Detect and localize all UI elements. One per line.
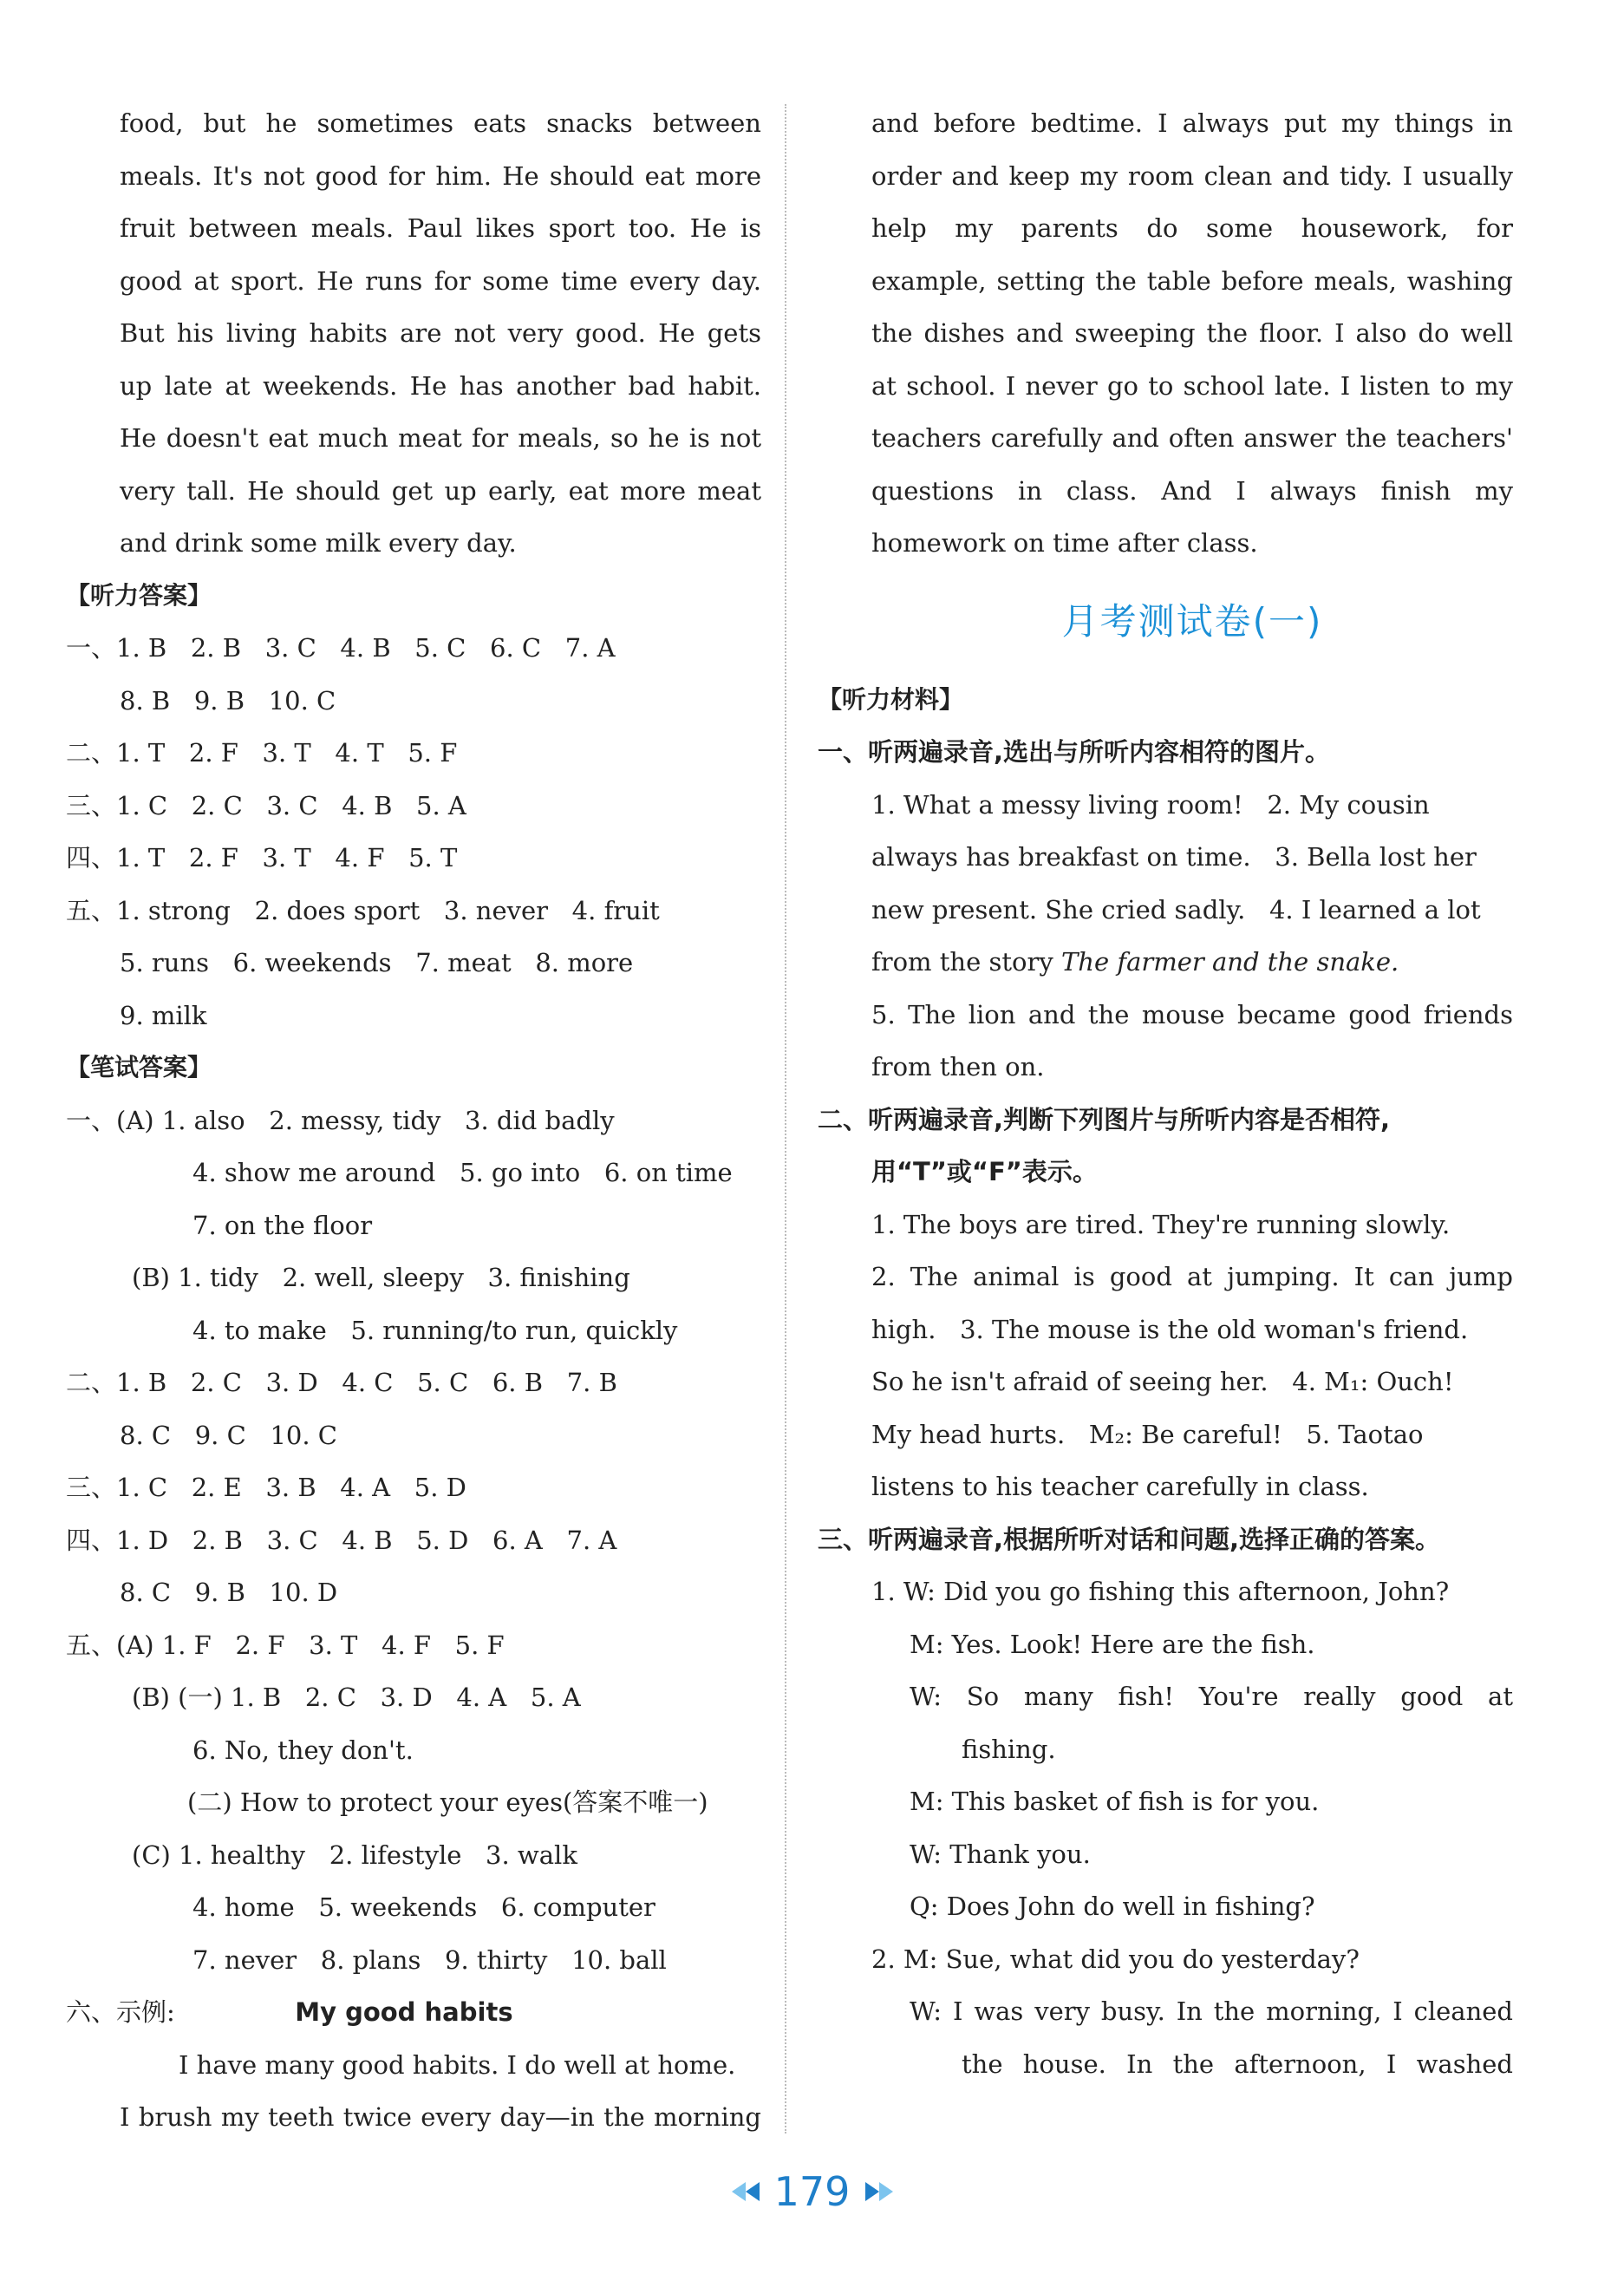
text-line: the dishes and sweeping the floor. I also do well <box>871 318 1513 348</box>
written-answers <box>66 1095 761 1987</box>
text-line: from then on. <box>871 1052 1045 1081</box>
right-arrow-light-icon <box>879 2182 893 2201</box>
listening-answers-header: 【听力答案】 <box>66 580 212 610</box>
listening-materials-header: 【听力材料】 <box>818 684 964 714</box>
dialogue-line: M: This basket of fish is for you. <box>910 1787 1320 1816</box>
dialogue-line: 1. W: Did you go fishing this afternoon, John? <box>871 1577 1450 1606</box>
dialogue-line: 2. M: Sue, what did you do yesterday? <box>871 1944 1360 1974</box>
text-line: meals. It's not good for him. He should eat more <box>120 160 761 191</box>
dialogue-line: fishing. <box>962 1734 1056 1764</box>
story-prefix: from the story <box>871 947 1053 977</box>
answer-line: 7. never 8. plans 9. thirty 10. ball <box>192 1944 667 1975</box>
answer-line: 四、1. T 2. F 3. T 4. F 5. T <box>66 843 458 872</box>
text-line: food, but he sometimes eats snacks between <box>120 108 761 138</box>
answer-line: 6. No, they don't. <box>192 1735 414 1765</box>
text-line: always has breakfast on time. 3. Bella lost her <box>871 842 1477 872</box>
answer-line: 4. home 5. weekends 6. computer <box>192 1892 655 1922</box>
answer-line: 9. milk <box>120 1000 207 1030</box>
page-number: 179 <box>773 2168 851 2215</box>
column-divider <box>785 104 786 2134</box>
text-line: 1. The boys are tired. They're running slowly. <box>871 1209 1451 1239</box>
text-line: I brush my teeth twice every day—in the morning <box>120 2102 761 2132</box>
text-line: listens to his teacher carefully in class. <box>871 1472 1369 1501</box>
answer-line: 四、1. D 2. B 3. C 4. B 5. D 6. A 7. A <box>66 1525 617 1555</box>
answer-line: 5. runs 6. weekends 7. meat 8. more <box>120 948 634 977</box>
text-line: He doesn't eat much meat for meals, so he is not <box>120 423 761 453</box>
answer-line: (B) (一) 1. B 2. C 3. D 4. A 5. A <box>132 1683 581 1712</box>
answer-line: 7. on the floor <box>192 1210 373 1240</box>
text-line: new present. She cried sadly. 4. I learned a lot <box>871 894 1481 925</box>
answer-line: 二、1. B 2. C 3. D 4. C 5. C 6. B 7. B <box>66 1368 617 1397</box>
left-column <box>66 97 761 2144</box>
text-line: high. 3. The mouse is the old woman's friend. <box>871 1314 1469 1344</box>
text-line <box>871 936 1513 989</box>
text-line: order and keep my room clean and tidy. I usually <box>871 160 1513 191</box>
text-line: My head hurts. M₂: Be careful! 5. Taotao <box>871 1419 1424 1449</box>
answer-line: (C) 1. healthy 2. lifestyle 3. walk <box>132 1839 577 1870</box>
page-footer <box>0 2168 1624 2215</box>
written-answers-header: 【笔试答案】 <box>66 1053 212 1081</box>
passage-continuation <box>120 97 761 570</box>
example-title: My good habits <box>295 1997 513 2027</box>
left-arrow-icon <box>746 2182 760 2201</box>
answer-line: 一、1. B 2. B 3. C 4. B 5. C 6. C 7. A <box>66 633 616 663</box>
answer-line: 4. show me around 5. go into 6. on time <box>192 1158 733 1187</box>
dialogue-line: M: Yes. Look! Here are the fish. <box>910 1629 1315 1659</box>
text-line: But his living habits are not very good. He gets <box>120 318 761 348</box>
text-line: help my parents do some housework, for <box>871 213 1513 243</box>
answer-line: (B) 1. tidy 2. well, sleepy 3. finishing <box>132 1263 630 1292</box>
dialogue-line: W: So many fish! You're really good at <box>910 1682 1513 1711</box>
section-title: 三、听两遍录音,根据所听对话和问题,选择正确的答案。 <box>818 1524 1441 1554</box>
answer-line: 三、1. C 2. C 3. C 4. B 5. A <box>66 790 466 820</box>
example-heading-row <box>66 1986 761 2039</box>
text-line: good at sport. He runs for some time every day. <box>120 265 761 296</box>
answer-line: 三、1. C 2. E 3. B 4. A 5. D <box>66 1473 466 1502</box>
answer-line: 8. C 9. C 10. C <box>120 1420 337 1450</box>
section-title-cont: 用“T”或“F”表示。 <box>871 1157 1098 1186</box>
test-title: 月考测试卷(一) <box>1061 599 1323 643</box>
dialogue-line: the house. In the afternoon, I washed <box>962 2049 1513 2079</box>
answer-line: 五、(A) 1. F 2. F 3. T 4. F 5. F <box>66 1630 505 1660</box>
answer-line: 8. C 9. B 10. D <box>120 1578 338 1607</box>
text-line: 5. The lion and the mouse became good friends <box>871 999 1513 1029</box>
dialogue-line: W: Thank you. <box>910 1839 1091 1869</box>
text-line: up late at weekends. He has another bad habit. <box>120 370 761 401</box>
right-arrow-icon <box>865 2182 879 2201</box>
text-line: example, setting the table before meals, washing <box>871 265 1513 296</box>
text-line: 2. The animal is good at jumping. It can jump <box>871 1262 1513 1291</box>
answer-line: 五、1. strong 2. does sport 3. never 4. fruit <box>66 895 660 925</box>
text-line: fruit between meals. Paul likes sport too. He is <box>120 213 761 243</box>
dialogue-line: Q: Does John do well in fishing? <box>910 1892 1315 1921</box>
text-line: and drink some milk every day. <box>120 528 517 558</box>
answer-line: 一、(A) 1. also 2. messy, tidy 3. did badly <box>66 1105 615 1135</box>
answer-line: 二、1. T 2. F 3. T 4. T 5. F <box>66 738 458 768</box>
text-line: homework on time after class. <box>871 528 1258 558</box>
text-line: 1. What a messy living room! 2. My cousin <box>871 789 1430 820</box>
example-continuation <box>871 97 1513 570</box>
section-title: 二、听两遍录音,判断下列图片与所听内容是否相符, <box>818 1104 1391 1134</box>
answer-line: 4. to make 5. running/to run, quickly <box>192 1315 678 1345</box>
story-title: The farmer and the snake. <box>1060 947 1399 977</box>
right-column <box>818 97 1513 2090</box>
text-line: So he isn't afraid of seeing her. 4. M₁: Ouch! <box>871 1367 1454 1396</box>
dialogue-line: W: I was very busy. In the morning, I cleaned <box>910 1996 1513 2026</box>
text-line: teachers carefully and often answer the teachers' <box>871 423 1513 453</box>
left-arrow-light-icon <box>732 2182 746 2201</box>
answer-line: 8. B 9. B 10. C <box>120 685 336 716</box>
text-line: very tall. He should get up early, eat more meat <box>120 475 761 506</box>
text-line: and before bedtime. I always put my things in <box>871 108 1513 138</box>
example-label: 六、示例: <box>66 1997 175 2027</box>
listening-answers <box>66 622 761 1042</box>
text-line: I have many good habits. I do well at home. <box>179 2049 736 2080</box>
section-title: 一、听两遍录音,选出与所听内容相符的图片。 <box>818 737 1331 767</box>
text-line: questions in class. And I always finish my <box>871 475 1513 506</box>
text-line: at school. I never go to school late. I listen to my <box>871 370 1513 401</box>
answer-line: (二) How to protect your eyes(答案不唯一) <box>187 1787 708 1817</box>
